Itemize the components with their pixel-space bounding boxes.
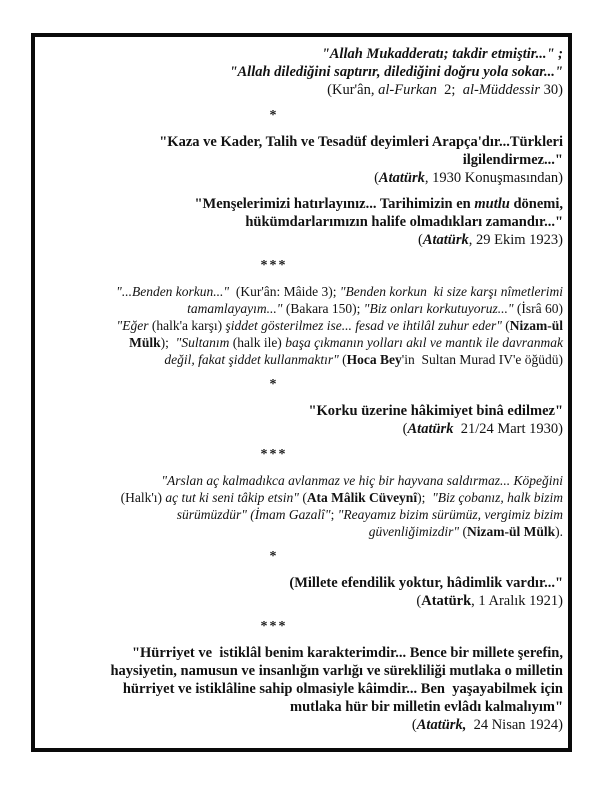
text-run: "Arslan aç kalmadıkca avlanmaz ve hiç bir hayvana saldırmaz... Köpeğini xyxy=(161,473,563,488)
text-run: "Sultanım xyxy=(175,335,233,350)
section-separator: * xyxy=(269,377,279,392)
text-run: ( xyxy=(338,352,347,367)
text-run: ( xyxy=(501,318,510,333)
quote-allah-mukadderat xyxy=(41,45,563,99)
text-run: , 1930 Konuşmasından) xyxy=(424,170,563,186)
text-run: Mülk xyxy=(129,335,161,350)
quote-line xyxy=(41,317,563,334)
text-run: "Reayamız bizim sürümüz, vergimiz bizim xyxy=(337,507,563,522)
text-run: aç tut ki seni tâkip etsin" xyxy=(165,490,299,505)
text-run: Atatürk, xyxy=(416,717,467,733)
quote-line xyxy=(41,523,563,540)
attribution xyxy=(41,716,563,734)
text-run: ( xyxy=(417,232,423,248)
text-run: ). xyxy=(555,524,563,539)
text-run: Atatürk xyxy=(407,421,454,437)
section-separator: *** xyxy=(260,258,288,273)
text-run: haysiyetin, namusun ve insanlığın varlığı ve sürekliliği mutlaka o milletin xyxy=(110,663,563,679)
text-run: dönemi, xyxy=(509,196,563,212)
text-run: "Biz çobanız, halk bizim xyxy=(432,490,563,505)
text-run: ( xyxy=(459,524,467,539)
text-run: 30) xyxy=(540,82,563,98)
text-run: güvenliğimizdir" xyxy=(368,524,460,539)
quote-line xyxy=(41,472,563,489)
text-run: ); xyxy=(160,335,176,350)
text-run: (Halk'ı) xyxy=(120,490,166,505)
text-run: Atatürk xyxy=(421,593,472,609)
text-run: "Allah dilediğini saptırır, dilediğini doğru yola sokar..." xyxy=(229,64,563,80)
quote-line xyxy=(41,506,563,523)
quote-hurriyet xyxy=(41,644,563,734)
text-run: "Eğer xyxy=(116,318,152,333)
section-separator: * xyxy=(269,549,279,564)
quote-line xyxy=(41,698,563,716)
text-run: başa çıkmanın yolları akıl ve mantık ile davranmak xyxy=(285,335,563,350)
text-run: (Kur'ân: Mâide 3); xyxy=(229,284,340,299)
quote-menselerimizi xyxy=(41,195,563,249)
attribution xyxy=(41,231,563,249)
text-run: 21/24 Mart 1930) xyxy=(453,421,563,437)
text-run: (Bakara 150); xyxy=(282,301,364,316)
quote-line xyxy=(41,574,563,592)
text-run: mutlaka hür bir milletin evlâdı kalmalıyım" xyxy=(290,699,563,715)
quote-line xyxy=(41,213,563,231)
text-run: "Hürriyet ve istiklâl benim karakterimdir... Bence bir millete şerefin, xyxy=(131,645,563,661)
text-run: al-Müddessir xyxy=(462,82,541,98)
quote-line xyxy=(41,334,563,351)
text-run: (Millete efendilik yoktur, hâdimlik vardır..." xyxy=(289,575,563,591)
attribution xyxy=(41,420,563,438)
text-run: mutlu xyxy=(474,196,510,212)
text-run: ( xyxy=(298,490,307,505)
text-run: al-Furkan xyxy=(378,82,437,98)
attribution xyxy=(41,81,563,99)
text-run: (halk'a karşı) xyxy=(151,318,226,333)
quote-line xyxy=(41,283,563,300)
quote-arslan xyxy=(41,472,563,540)
quote-line xyxy=(41,63,563,81)
quote-kaza-ve-kader xyxy=(41,133,563,187)
text-run: tamamlayayım..." xyxy=(187,301,283,316)
text-run: ilgilendirmez..." xyxy=(462,152,563,168)
page-frame xyxy=(31,33,572,752)
text-run: "Kaza ve Kader, Talih ve Tesadüf deyimleri Arapça'dır...Türkleri xyxy=(159,134,563,150)
text-run: "Benden korkun ki size karşı nîmetlerimi xyxy=(339,284,563,299)
text-run: Hoca Bey xyxy=(346,352,402,367)
quote-benden-korkun xyxy=(41,283,563,368)
text-run: "Biz onları korkutuyoruz..." xyxy=(363,301,514,316)
attribution xyxy=(41,592,563,610)
section-separator: *** xyxy=(260,447,288,462)
section-separator: * xyxy=(269,108,279,123)
quote-line xyxy=(41,195,563,213)
text-run: sürümüzdür" (İmam Gazalî" xyxy=(176,507,331,522)
text-run: (İsrâ 60) xyxy=(513,301,563,316)
text-run: hürriyet ve istiklâline sahip olmasiyle kâimdir... Ben yaşayabilmek için xyxy=(122,681,563,697)
attribution xyxy=(41,169,563,187)
text-run: Atatürk xyxy=(378,170,425,186)
quote-korku-uzerine xyxy=(41,402,563,438)
quote-line xyxy=(41,644,563,662)
text-run: Nizam-ül xyxy=(509,318,563,333)
text-run: Nizam-ül Mülk xyxy=(466,524,556,539)
text-run: (Kur'ân, xyxy=(327,82,379,98)
text-run: 24 Nisan 1924) xyxy=(466,717,563,733)
quote-line xyxy=(41,133,563,151)
text-run: , 29 Ekim 1923) xyxy=(468,232,563,248)
text-run: "Korku üzerine hâkimiyet binâ edilmez" xyxy=(308,403,563,419)
text-run: ; xyxy=(330,507,338,522)
quote-line xyxy=(41,351,563,368)
text-run: "Menşelerimizi hatırlayınız... Tarihimizin en xyxy=(194,196,475,212)
text-run: , 1 Aralık 1921) xyxy=(471,593,563,609)
text-run: ( xyxy=(402,421,408,437)
text-run: (halk ile) xyxy=(232,335,286,350)
quote-line xyxy=(41,300,563,317)
quote-line xyxy=(41,662,563,680)
text-run: hükümdarlarımızın halife olmadıkları zamandır..." xyxy=(245,214,563,230)
text-run: 'in Sultan Murad IV'e öğüdü) xyxy=(401,352,563,367)
text-run: "...Benden korkun..." xyxy=(116,284,230,299)
section-separator: *** xyxy=(260,619,288,634)
text-run: şiddet gösterilmez ise... fesad ve ihtilâl zuhur eder" xyxy=(225,318,502,333)
text-run: ( xyxy=(374,170,379,186)
text-run: ( xyxy=(411,717,417,733)
text-run: Ata Mâlik Cüveynî xyxy=(306,490,418,505)
text-run: ); xyxy=(417,490,433,505)
quote-line xyxy=(41,680,563,698)
quote-line xyxy=(41,151,563,169)
text-run: değil, fakat şiddet kullanmaktır" xyxy=(164,352,339,367)
text-run: Atatürk xyxy=(422,232,469,248)
quote-line xyxy=(41,402,563,420)
text-run: ( xyxy=(416,593,422,609)
text-run: 2; xyxy=(436,82,463,98)
quote-line xyxy=(41,45,563,63)
text-run: "Allah Mukadderatı; takdir etmiştir..." ; xyxy=(321,46,563,62)
quote-line xyxy=(41,489,563,506)
quote-millete-efendilik xyxy=(41,574,563,610)
